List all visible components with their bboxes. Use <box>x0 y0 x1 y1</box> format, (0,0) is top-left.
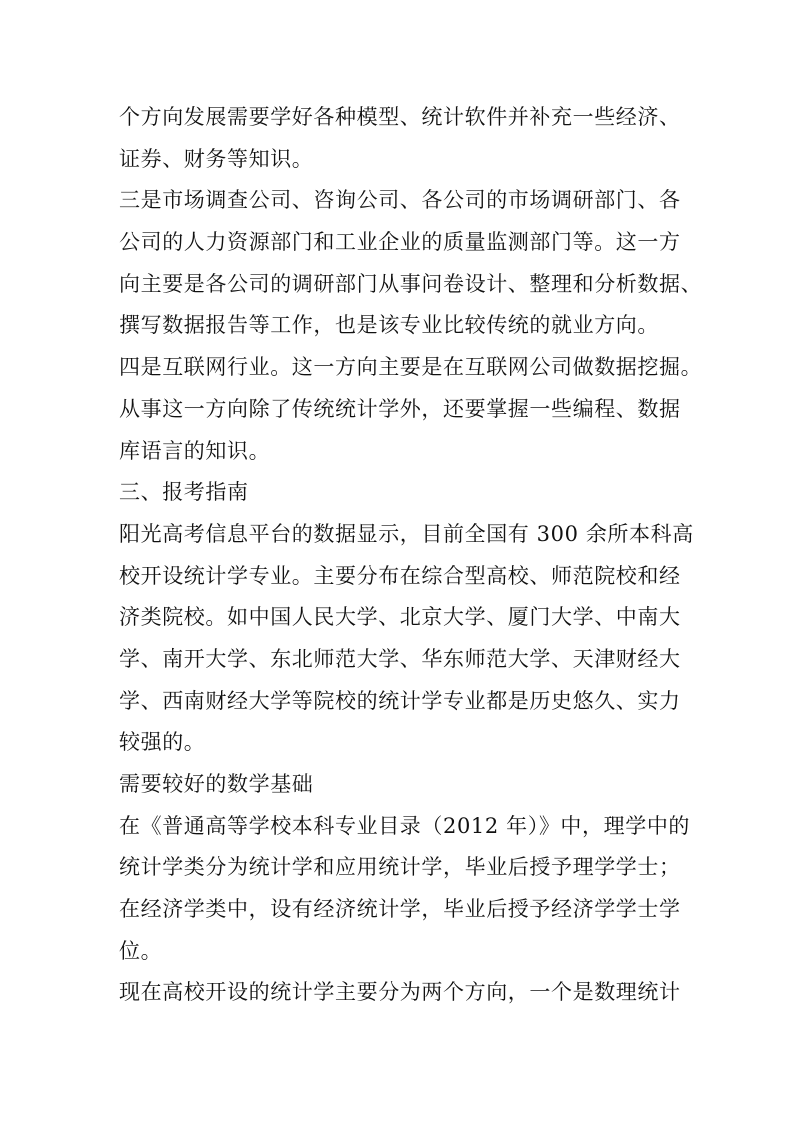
text-line: 校开设统计学专业。主要分布在综合型高校、师范院校和经 <box>119 563 681 588</box>
text-line: 库语言的知识。 <box>119 438 271 463</box>
text-line: 济类院校。如中国人民大学、北京大学、厦门大学、中南大 <box>119 605 681 630</box>
text-line: 学、南开大学、东北师范大学、华东师范大学、天津财经大 <box>119 646 681 671</box>
text-line: 三是市场调查公司、咨询公司、各公司的市场调研部门、各 <box>119 188 681 213</box>
text-line: 撰写数据报告等工作，也是该专业比较传统的就业方向。 <box>119 313 659 338</box>
text-line: 证券、财务等知识。 <box>119 146 314 171</box>
section-heading: 三、报考指南 <box>119 480 249 505</box>
text-line: 现在高校开设的统计学主要分为两个方向，一个是数理统计 <box>119 980 681 1005</box>
text-line: 学、西南财经大学等院校的统计学专业都是历史悠久、实力 <box>119 688 681 713</box>
text-line: 向主要是各公司的调研部门从事问卷设计、整理和分析数据、 <box>119 271 703 296</box>
body-text <box>119 97 703 1014</box>
text-line: 阳光高考信息平台的数据显示，目前全国有 300 余所本科高 <box>119 521 694 546</box>
subheading: 需要较好的数学基础 <box>119 772 314 796</box>
text-line: 较强的。 <box>119 730 206 755</box>
text-line: 公司的人力资源部门和工业企业的质量监测部门等。这一方 <box>119 230 681 255</box>
text-line: 位。 <box>119 938 163 963</box>
text-line: 统计学类分为统计学和应用统计学，毕业后授予理学学士； <box>119 855 681 880</box>
text-line: 在《普通高等学校本科专业目录（2012 年）》中，理学中的 <box>119 813 691 838</box>
text-line: 四是互联网行业。这一方向主要是在互联网公司做数据挖掘。 <box>119 355 703 380</box>
text-line: 在经济学类中，设有经济统计学，毕业后授予经济学学士学 <box>119 897 681 922</box>
text-line: 个方向发展需要学好各种模型、统计软件并补充一些经济、 <box>119 105 681 129</box>
text-line: 从事这一方向除了传统统计学外，还要掌握一些编程、数据 <box>119 396 681 421</box>
